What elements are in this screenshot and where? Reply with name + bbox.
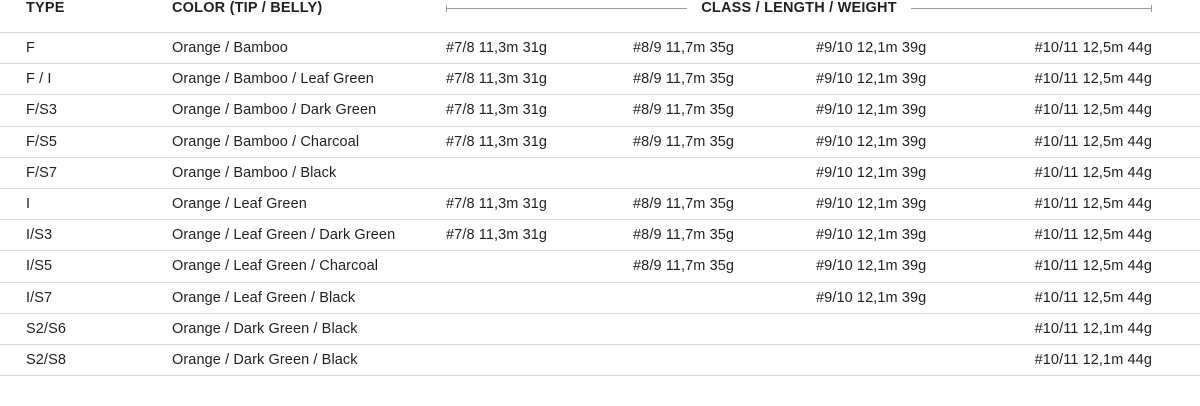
cell-class-1 xyxy=(444,313,631,344)
cell-type: S2/S8 xyxy=(0,344,148,375)
cell-class-4: #10/11 12,5m 44g xyxy=(994,220,1200,251)
cell-type: F/S3 xyxy=(0,95,148,126)
cell-class-1 xyxy=(444,344,631,375)
cell-class-3 xyxy=(814,313,994,344)
cell-class-3: #9/10 12,1m 39g xyxy=(814,64,994,95)
cell-class-2: #8/9 11,7m 35g xyxy=(631,188,814,219)
cell-type: F/S7 xyxy=(0,157,148,188)
cell-class-3: #9/10 12,1m 39g xyxy=(814,220,994,251)
cell-color: Orange / Bamboo / Black xyxy=(148,157,444,188)
cell-class-3: #9/10 12,1m 39g xyxy=(814,157,994,188)
cell-class-4: #10/11 12,5m 44g xyxy=(994,282,1200,313)
cell-class-3 xyxy=(814,344,994,375)
cell-color: Orange / Bamboo / Charcoal xyxy=(148,126,444,157)
bracket-rule-right xyxy=(911,8,1152,9)
column-header-class-group xyxy=(444,0,1200,33)
cell-type: F / I xyxy=(0,64,148,95)
table-row xyxy=(0,251,1200,282)
table-row xyxy=(0,126,1200,157)
table-row xyxy=(0,188,1200,219)
column-header-color: COLOR (TIP / BELLY) xyxy=(172,0,323,16)
cell-color: Orange / Dark Green / Black xyxy=(148,313,444,344)
cell-type: F/S5 xyxy=(0,126,148,157)
cell-class-4: #10/11 12,5m 44g xyxy=(994,95,1200,126)
cell-class-2: #8/9 11,7m 35g xyxy=(631,251,814,282)
cell-type: I/S7 xyxy=(0,282,148,313)
cell-color: Orange / Bamboo / Leaf Green xyxy=(148,64,444,95)
column-header-type: TYPE xyxy=(26,0,65,16)
cell-class-3: #9/10 12,1m 39g xyxy=(814,282,994,313)
table-row xyxy=(0,157,1200,188)
table-row xyxy=(0,313,1200,344)
table-header xyxy=(0,0,1200,33)
cell-color: Orange / Leaf Green / Black xyxy=(148,282,444,313)
table-row xyxy=(0,220,1200,251)
cell-color: Orange / Leaf Green / Dark Green xyxy=(148,220,444,251)
table-row xyxy=(0,33,1200,64)
cell-type: I/S3 xyxy=(0,220,148,251)
table-row xyxy=(0,344,1200,375)
cell-class-4: #10/11 12,5m 44g xyxy=(994,251,1200,282)
cell-class-3: #9/10 12,1m 39g xyxy=(814,188,994,219)
cell-type: I/S5 xyxy=(0,251,148,282)
cell-class-3: #9/10 12,1m 39g xyxy=(814,33,994,64)
column-header-class: CLASS / LENGTH / WEIGHT xyxy=(701,0,897,16)
cell-class-4: #10/11 12,5m 44g xyxy=(994,188,1200,219)
cell-class-4: #10/11 12,1m 44g xyxy=(994,313,1200,344)
bracket-rule-left xyxy=(446,8,687,9)
cell-color: Orange / Leaf Green xyxy=(148,188,444,219)
table-row xyxy=(0,282,1200,313)
cell-type: F xyxy=(0,33,148,64)
cell-class-4: #10/11 12,5m 44g xyxy=(994,157,1200,188)
cell-class-3: #9/10 12,1m 39g xyxy=(814,126,994,157)
cell-class-4: #10/11 12,1m 44g xyxy=(994,344,1200,375)
cell-class-3: #9/10 12,1m 39g xyxy=(814,251,994,282)
cell-class-2 xyxy=(631,282,814,313)
cell-class-2: #8/9 11,7m 35g xyxy=(631,95,814,126)
cell-type: S2/S6 xyxy=(0,313,148,344)
cell-color: Orange / Bamboo xyxy=(148,33,444,64)
cell-class-2 xyxy=(631,313,814,344)
table-row xyxy=(0,95,1200,126)
class-header-wrap xyxy=(444,0,1200,16)
cell-class-4: #10/11 12,5m 44g xyxy=(994,126,1200,157)
cell-class-1: #7/8 11,3m 31g xyxy=(444,220,631,251)
cell-color: Orange / Bamboo / Dark Green xyxy=(148,95,444,126)
cell-class-2: #8/9 11,7m 35g xyxy=(631,33,814,64)
cell-class-2 xyxy=(631,344,814,375)
cell-class-1: #7/8 11,3m 31g xyxy=(444,33,631,64)
cell-class-1: #7/8 11,3m 31g xyxy=(444,188,631,219)
cell-type: I xyxy=(0,188,148,219)
cell-class-2 xyxy=(631,157,814,188)
cell-color: Orange / Leaf Green / Charcoal xyxy=(148,251,444,282)
cell-class-4: #10/11 12,5m 44g xyxy=(994,64,1200,95)
cell-class-2: #8/9 11,7m 35g xyxy=(631,64,814,95)
cell-class-1 xyxy=(444,282,631,313)
cell-class-1 xyxy=(444,157,631,188)
cell-class-2: #8/9 11,7m 35g xyxy=(631,220,814,251)
table-body xyxy=(0,33,1200,376)
cell-class-1: #7/8 11,3m 31g xyxy=(444,95,631,126)
table-row xyxy=(0,64,1200,95)
cell-class-4: #10/11 12,5m 44g xyxy=(994,33,1200,64)
cell-class-1: #7/8 11,3m 31g xyxy=(444,126,631,157)
cell-class-2: #8/9 11,7m 35g xyxy=(631,126,814,157)
cell-class-1 xyxy=(444,251,631,282)
cell-color: Orange / Dark Green / Black xyxy=(148,344,444,375)
cell-class-1: #7/8 11,3m 31g xyxy=(444,64,631,95)
cell-class-3: #9/10 12,1m 39g xyxy=(814,95,994,126)
header-row xyxy=(0,0,1200,33)
